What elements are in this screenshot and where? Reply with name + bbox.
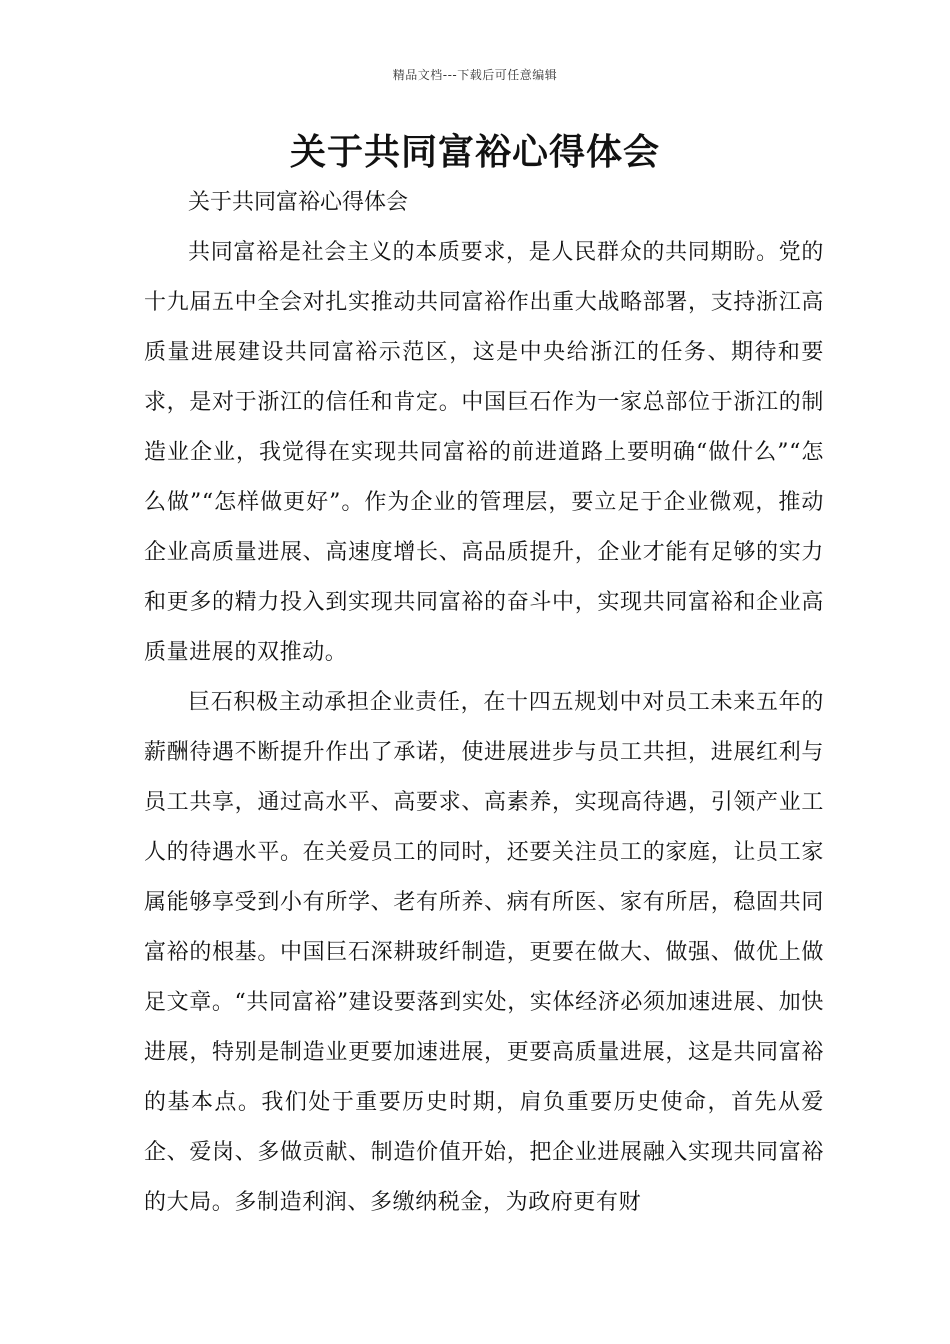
document-subtitle: 关于共同富裕心得体会 (188, 190, 409, 215)
document-body (144, 178, 824, 1228)
header-note: 精品文档---下载后可任意编辑 (392, 68, 558, 82)
paragraph-1: 共同富裕是社会主义的本质要求，是人民群众的共同期盼。党的十九届五中全会对扎实推动共同富裕作出重大战略部署，支持浙江高质量进展建设共同富裕示范区，这是中央给浙江的任务、期待和要求，是对于浙江的信任和肯定。中国巨石作为一家总部位于浙江的制造业企业，我觉得在实现共同富裕的前进道路上要明确“做什么”“怎么做”“怎样做更好”。作为企业的管理层，要立足于企业微观，推动企业高质量进展、高速度增长、高品质提升，企业才能有足够的实力和更多的精力投入到实现共同富裕的奋斗中，实现共同富裕和企业高质量进展的双推动。 (144, 240, 824, 665)
paragraph-2: 巨石积极主动承担企业责任，在十四五规划中对员工未来五年的薪酬待遇不断提升作出了承诺，使进展进步与员工共担，进展红利与员工共享，通过高水平、高要求、高素养，实现高待遇，引领产业工人的待遇水平。在关爱员工的同时，还要关注员工的家庭，让员工家属能够享受到小有所学、老有所养、病有所医、家有所居，稳固共同富裕的根基。中国巨石深耕玻纤制造，更要在做大、做强、做优上做足文章。“共同富裕”建设要落到实处，实体经济必须加速进展、加快进展，特别是制造业更要加速进展，更要高质量进展，这是共同富裕的基本点。我们处于重要历史时期，肩负重要历史使命，首先从爱企、爱岗、多做贡献、制造价值开始，把企业进展融入实现共同富裕的大局。多制造利润、多缴纳税金，为政府更有财 (144, 690, 824, 1215)
document-title: 关于共同富裕心得体会 (289, 132, 660, 173)
